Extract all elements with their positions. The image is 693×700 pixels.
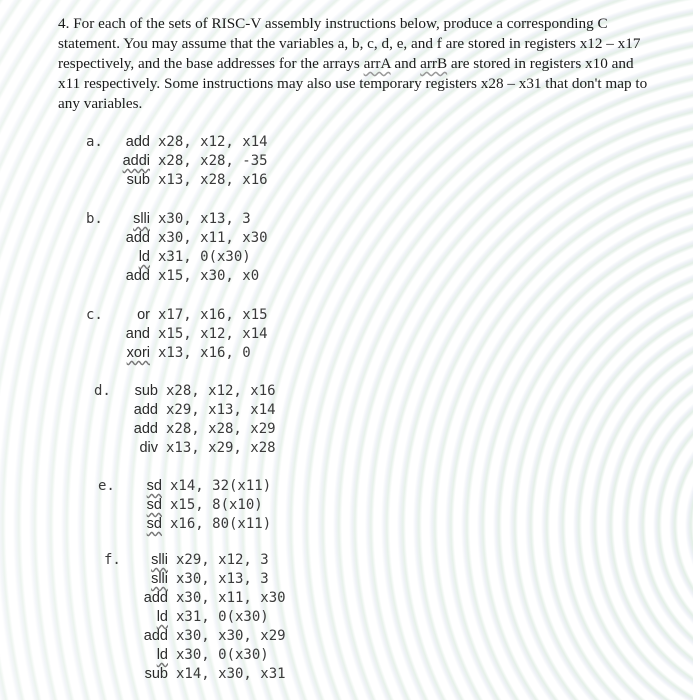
instruction-operands: x28, x12, x14: [158, 134, 268, 150]
set-label: [86, 152, 104, 171]
instruction-row: [98, 496, 271, 515]
instruction-operands: x28, x28, -35: [158, 153, 268, 169]
instruction-operands: x15, x30, x0: [158, 268, 260, 284]
instruction-set-d: [94, 382, 276, 458]
instruction-row: [104, 551, 286, 570]
instruction-mnemonic: add: [143, 628, 168, 644]
instruction-mnemonic: addi: [122, 153, 150, 169]
set-label: [86, 325, 104, 344]
instruction-mnemonic: sd: [146, 478, 162, 494]
instruction-row: [86, 267, 268, 286]
instruction-set-e: [98, 477, 271, 534]
instruction-mnemonic: add: [125, 268, 150, 284]
set-label: [104, 665, 122, 684]
instruction-set-a: [86, 133, 268, 190]
set-label: [86, 248, 104, 267]
instruction-operands: x14, x30, x31: [176, 666, 286, 682]
prompt-line-3c: are stored in registers x10 and: [447, 55, 634, 72]
set-label: [94, 401, 112, 420]
prompt-line-5: any variables.: [58, 95, 143, 112]
instruction-operands: x30, x30, x29: [176, 628, 286, 644]
set-label: d.: [94, 383, 111, 399]
prompt-line-1: For each of the sets of RISC-V assembly instructions below, produce a corresponding C: [73, 15, 608, 32]
instruction-row: [104, 608, 286, 627]
instruction-operands: x29, x13, x14: [166, 402, 276, 418]
array-name-b: arrB: [420, 55, 448, 72]
prompt-line-3b: and: [390, 55, 421, 72]
set-label: [86, 229, 104, 248]
set-label: [104, 589, 122, 608]
instruction-row: [86, 210, 268, 229]
set-label: [98, 515, 116, 534]
instruction-operands: x15, 8(x10): [170, 497, 263, 513]
set-label: [98, 496, 116, 515]
instruction-mnemonic: add: [133, 402, 158, 418]
set-label: [104, 570, 122, 589]
instruction-operands: x30, x11, x30: [176, 590, 286, 606]
instruction-mnemonic: xori: [126, 345, 150, 361]
set-label: c.: [86, 307, 103, 323]
instruction-operands: x13, x16, 0: [158, 345, 251, 361]
instruction-row: [104, 627, 286, 646]
instruction-row: [86, 171, 268, 190]
instruction-mnemonic: slli: [151, 552, 168, 568]
instruction-row: [86, 133, 268, 152]
instruction-mnemonic: and: [125, 326, 150, 342]
question-prompt: [58, 14, 684, 114]
set-label: [86, 171, 104, 190]
set-label: [104, 646, 122, 665]
set-label: [94, 439, 112, 458]
instruction-mnemonic: add: [125, 230, 150, 246]
instruction-operands: x31, 0(x30): [158, 249, 251, 265]
instruction-row: [98, 477, 271, 496]
instruction-row: [86, 152, 268, 171]
set-label: [86, 267, 104, 286]
set-label: e.: [98, 478, 115, 494]
instruction-operands: x13, x29, x28: [166, 440, 276, 456]
prompt-line-2: statement. You may assume that the variables a, b, c, d, e, and f are stored in registers x12 – x17: [58, 35, 641, 52]
instruction-mnemonic: add: [133, 421, 158, 437]
instruction-row: [104, 665, 286, 684]
instruction-row: [86, 248, 268, 267]
instruction-row: [86, 306, 268, 325]
set-label: [86, 344, 104, 363]
prompt-line-4: x11 respectively. Some instructions may also use temporary registers x28 – x31 that don't map to: [58, 75, 648, 92]
instruction-set-f: [104, 551, 286, 684]
instruction-row: [94, 401, 276, 420]
instruction-operands: x16, 80(x11): [170, 516, 272, 532]
instruction-row: [94, 439, 276, 458]
instruction-row: [94, 420, 276, 439]
instruction-row: [98, 515, 271, 534]
instruction-row: [86, 325, 268, 344]
instruction-operands: x28, x28, x29: [166, 421, 276, 437]
set-label: [104, 608, 122, 627]
instruction-operands: x29, x12, 3: [176, 552, 269, 568]
instruction-mnemonic: div: [139, 440, 158, 456]
instruction-row: [86, 229, 268, 248]
instruction-operands: x30, x13, 3: [158, 211, 251, 227]
instruction-mnemonic: or: [137, 307, 150, 323]
instruction-mnemonic: slli: [151, 571, 168, 587]
set-label: f.: [104, 552, 121, 568]
instruction-operands: x30, x11, x30: [158, 230, 268, 246]
instruction-row: [104, 589, 286, 608]
instruction-operands: x13, x28, x16: [158, 172, 268, 188]
set-label: a.: [86, 134, 103, 150]
instruction-mnemonic: ld: [156, 609, 168, 625]
instruction-mnemonic: sd: [146, 497, 162, 513]
instruction-row: [86, 344, 268, 363]
instruction-mnemonic: sub: [144, 666, 168, 682]
instruction-mnemonic: add: [125, 134, 150, 150]
prompt-line-3a: respectively, and the base addresses for the arrays: [58, 55, 364, 72]
instruction-operands: x31, 0(x30): [176, 609, 269, 625]
instruction-operands: x15, x12, x14: [158, 326, 268, 342]
set-label: b.: [86, 211, 103, 227]
set-label: [94, 420, 112, 439]
instruction-mnemonic: sd: [146, 516, 162, 532]
instruction-operands: x28, x12, x16: [166, 383, 276, 399]
question-number: 4.: [58, 15, 70, 32]
instruction-row: [94, 382, 276, 401]
instruction-mnemonic: slli: [133, 211, 150, 227]
instruction-mnemonic: sub: [126, 172, 150, 188]
instruction-mnemonic: add: [143, 590, 168, 606]
instruction-operands: x30, x13, 3: [176, 571, 269, 587]
array-name-a: arrA: [363, 55, 391, 72]
instruction-row: [104, 646, 286, 665]
set-label: [104, 627, 122, 646]
instruction-operands: x30, 0(x30): [176, 647, 269, 663]
instruction-set-b: [86, 210, 268, 286]
instruction-operands: x14, 32(x11): [170, 478, 272, 494]
instruction-mnemonic: ld: [156, 647, 168, 663]
instruction-set-c: [86, 306, 268, 363]
instruction-mnemonic: ld: [138, 249, 150, 265]
instruction-operands: x17, x16, x15: [158, 307, 268, 323]
instruction-mnemonic: sub: [134, 383, 158, 399]
instruction-row: [104, 570, 286, 589]
